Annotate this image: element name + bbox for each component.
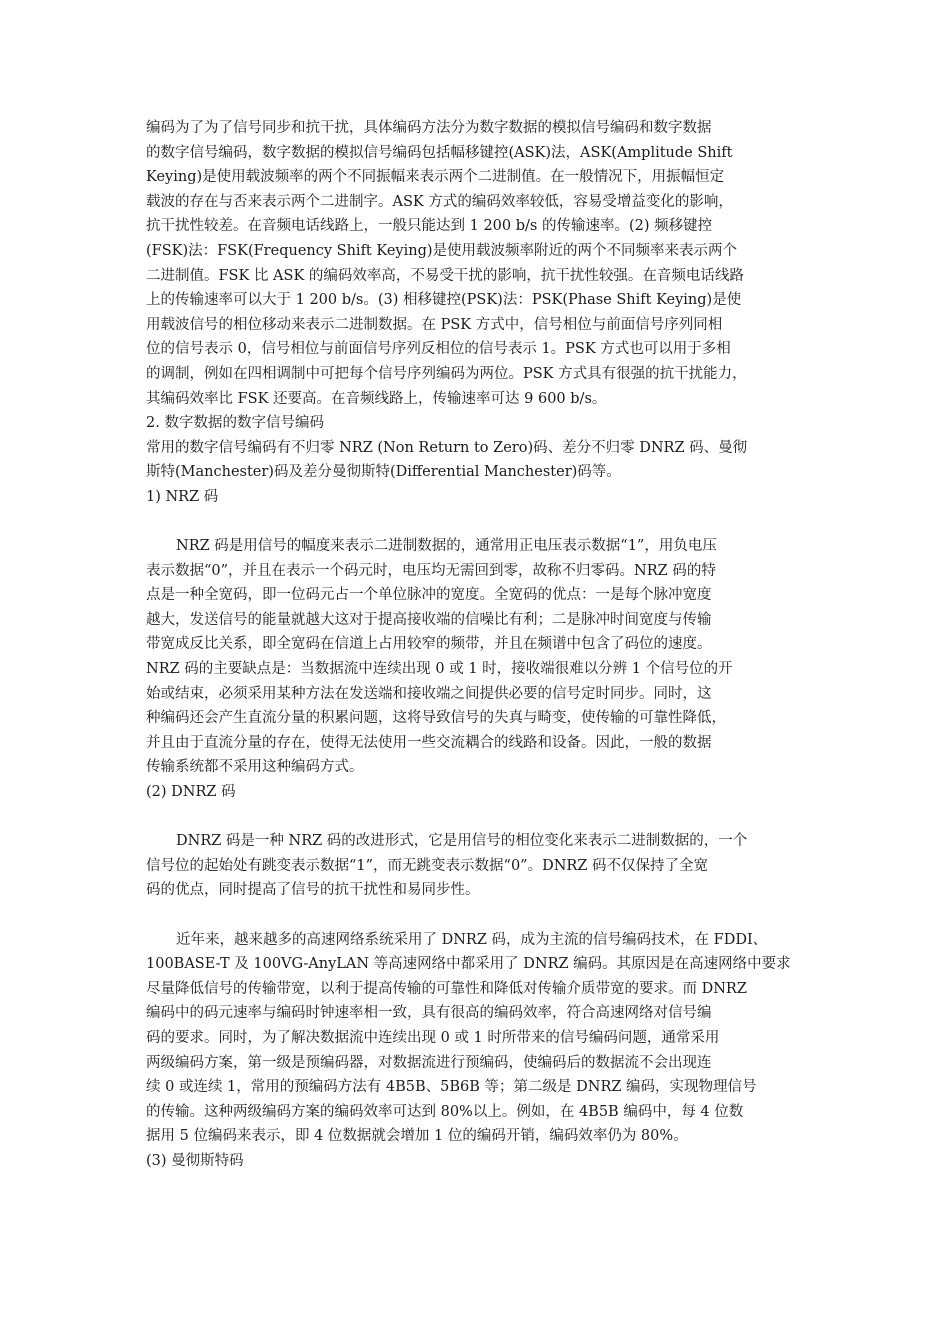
text-line: 两级编码方案，第一级是预编码器，对数据流进行预编码，使编码后的数据流不会出现连: [146, 1054, 712, 1071]
text-line: 信号位的起始处有跳变表示数据“1”，而无跳变表示数据“0”。DNRZ 码不仅保持了全宽: [146, 857, 709, 874]
subheading-manchester: (3) 曼彻斯特码: [146, 1152, 244, 1169]
text-line: 尽量降低信号的传输带宽，以利于提高传输的可靠性和降低对传输介质带宽的要求。而 DNRZ: [146, 980, 747, 997]
paragraph-dnrz-usage: [146, 928, 806, 1149]
text-line: 常用的数字信号编码有不归零 NRZ (Non Return to Zero)码、差分不归零 DNRZ 码、曼彻: [146, 439, 748, 456]
text-line: 二进制值。FSK 比 ASK 的编码效率高，不易受干扰的影响，抗干扰性较强。在音频电话线路: [146, 267, 744, 284]
text-line: Keying)是使用载波频率的两个不同振幅来表示两个二进制值。在一般情况下，用振幅恒定: [146, 169, 725, 186]
text-line: 据用 5 位编码来表示，即 4 位数据就会增加 1 位的编码开销，编码效率仍为 80%。: [146, 1128, 688, 1145]
text-line: 其编码效率比 FSK 还要高。在音频线路上，传输速率可达 9 600 b/s。: [146, 390, 607, 407]
text-line: NRZ 码的主要缺点是：当数据流中连续出现 0 或 1 时，接收端很难以分辨 1 个信号位的开: [146, 661, 733, 678]
text-line: 码的要求。同时，为了解决数据流中连续出现 0 或 1 时所带来的信号编码问题，通常采用: [146, 1029, 720, 1046]
text-line: 抗干扰性较差。在音频电话线路上，一般只能达到 1 200 b/s 的传输速率。(2) 频移键控: [146, 218, 713, 235]
text-line: 始或结束，必须采用某种方法在发送端和接收端之间提供必要的信号定时同步。同时，这: [146, 685, 712, 702]
section-heading-digital-encoding: 2. 数字数据的数字信号编码: [146, 415, 324, 432]
paragraph-nrz: [146, 534, 806, 780]
text-line: 表示数据“0”，并且在表示一个码元时，电压均无需回到零，故称不归零码。NRZ 码的特: [146, 562, 716, 579]
text-line: 带宽成反比关系，即全宽码在信道上占用较窄的频带，并且在频谱中包含了码位的速度。: [146, 636, 712, 653]
text-line: 上的传输速率可以大于 1 200 b/s。(3) 相移键控(PSK)法：PSK(Phase Shift Keying)是使: [146, 292, 742, 309]
text-line: DNRZ 码是一种 NRZ 码的改进形式，它是用信号的相位变化来表示二进制数据的，一个: [176, 833, 748, 850]
text-line: 越大，发送信号的能量就越大这对于提高接收端的信噪比有利；二是脉冲时间宽度与传输: [146, 611, 712, 628]
text-line: 的传输。这种两级编码方案的编码效率可达到 80%以上。例如，在 4B5B 编码中，每 4 位数: [146, 1103, 744, 1120]
text-line: 编码为了为了信号同步和抗干扰，具体编码方法分为数字数据的模拟信号编码和数字数据: [146, 120, 712, 136]
paragraph-dnrz-intro: [146, 829, 806, 903]
text-line: 载波的存在与否来表示两个二进制字。ASK 方式的编码效率较低，容易受增益变化的影响，: [146, 193, 733, 210]
text-line: 用载波信号的相位移动来表示二进制数据。在 PSK 方式中，信号相位与前面信号序列同相: [146, 316, 723, 333]
spacer: [146, 510, 806, 535]
text-line: 斯特(Manchester)码及差分曼彻斯特(Differential Manchester)码等。: [146, 464, 621, 481]
text-line: 传输系统都不采用这种编码方式。: [146, 759, 364, 776]
text-line: NRZ 码是用信号的幅度来表示二进制数据的，通常用正电压表示数据“1”，用负电压: [176, 538, 717, 555]
paragraph-encoding-types: [146, 436, 806, 485]
text-line: (FSK)法：FSK(Frequency Shift Keying)是使用载波频率附近的两个不同频率来表示两个: [146, 242, 738, 259]
subheading-nrz: 1) NRZ 码: [146, 488, 219, 505]
spacer: [146, 805, 806, 830]
text-line: 的调制，例如在四相调制中可把每个信号序列编码为两位。PSK 方式具有很强的抗干扰能力，: [146, 365, 747, 382]
text-line: 并且由于直流分量的存在，使得无法使用一些交流耦合的线路和设备。因此，一般的数据: [146, 734, 712, 751]
text-line: 种编码还会产生直流分量的积累问题，这将导致信号的失真与畸变，使传输的可靠性降低，: [146, 710, 726, 727]
text-line: 100BASE-T 及 100VG-AnyLAN 等高速网络中都采用了 DNRZ 编码。其原因是在高速网络中要求: [146, 956, 791, 973]
text-line: 码的优点，同时提高了信号的抗干扰性和易同步性。: [146, 882, 480, 899]
text-line: 的数字信号编码，数字数据的模拟信号编码包括幅移键控(ASK)法，ASK(Amplitude Shift: [146, 144, 733, 161]
text-line: 位的信号表示 0，信号相位与前面信号序列反相位的信号表示 1。PSK 方式也可以用于多相: [146, 341, 731, 358]
spacer: [146, 903, 806, 928]
subheading-dnrz: (2) DNRZ 码: [146, 784, 236, 801]
text-line: 点是一种全宽码，即一位码元占一个单位脉冲的宽度。全宽码的优点：一是每个脉冲宽度: [146, 587, 712, 604]
paragraph-modulation: [146, 116, 806, 411]
text-line: 近年来，越来越多的高速网络系统采用了 DNRZ 码，成为主流的信号编码技术，在 FDDI、: [176, 931, 768, 948]
document-page: [146, 116, 806, 1174]
text-line: 续 0 或连续 1，常用的预编码方法有 4B5B、5B6B 等；第二级是 DNRZ 编码，实现物理信号: [146, 1079, 757, 1096]
text-line: 编码中的码元速率与编码时钟速率相一致，具有很高的编码效率，符合高速网络对信号编: [146, 1005, 712, 1022]
